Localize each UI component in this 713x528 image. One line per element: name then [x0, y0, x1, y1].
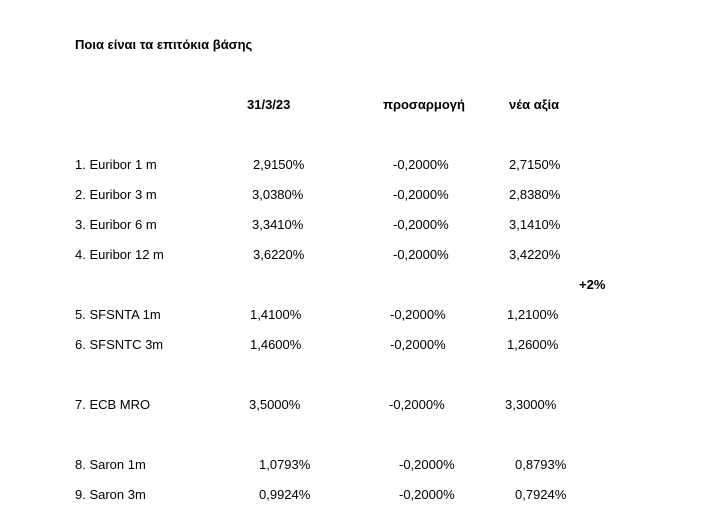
- rate-base: 1,4100%: [250, 307, 302, 322]
- rate-base: 1,4600%: [250, 337, 302, 352]
- rate-new-value: 3,1410%: [509, 217, 561, 232]
- column-header-date: 31/3/23: [247, 97, 291, 112]
- rate-name: 2. Euribor 3 m: [75, 187, 157, 202]
- rate-base: 3,0380%: [252, 187, 304, 202]
- rate-adjustment: -0,2000%: [393, 217, 449, 232]
- page-title: Ποια είναι τα επιτόκια βάσης: [75, 37, 253, 52]
- rate-new-value: 3,4220%: [509, 247, 561, 262]
- rate-base: 1,0793%: [259, 457, 311, 472]
- rate-name: 3. Euribor 6 m: [75, 217, 157, 232]
- rate-name: 7. ECB MRO: [75, 397, 151, 412]
- rate-adjustment: -0,2000%: [393, 247, 449, 262]
- column-header-adjustment: προσαρμογή: [383, 97, 465, 112]
- rate-name: 9. Saron 3m: [75, 487, 146, 502]
- rate-new-value: 1,2600%: [507, 337, 559, 352]
- rate-name: 6. SFSNTC 3m: [75, 337, 164, 352]
- rate-base: 3,3410%: [252, 217, 304, 232]
- rate-new-value: 1,2100%: [507, 307, 559, 322]
- rate-new-value: 2,8380%: [509, 187, 561, 202]
- rate-adjustment: -0,2000%: [393, 157, 449, 172]
- rate-base: 3,6220%: [253, 247, 305, 262]
- rate-adjustment: -0,2000%: [390, 337, 446, 352]
- rate-name: 8. Saron 1m: [75, 457, 146, 472]
- rate-new-value: 0,7924%: [515, 487, 567, 502]
- rate-adjustment: -0,2000%: [393, 187, 449, 202]
- rate-new-value: 0,8793%: [515, 457, 567, 472]
- rate-new-value: 2,7150%: [509, 157, 561, 172]
- rate-base: 2,9150%: [253, 157, 305, 172]
- rate-adjustment: -0,2000%: [399, 457, 455, 472]
- rate-adjustment: -0,2000%: [390, 307, 446, 322]
- rate-base: 3,5000%: [249, 397, 301, 412]
- rate-adjustment: -0,2000%: [399, 487, 455, 502]
- rate-base: 0,9924%: [259, 487, 311, 502]
- rate-name: 1. Euribor 1 m: [75, 157, 157, 172]
- rate-adjustment: -0,2000%: [389, 397, 445, 412]
- column-header-new-value: νέα αξία: [509, 97, 560, 112]
- note-plus-two-percent: +2%: [579, 277, 606, 292]
- rate-name: 5. SFSNTA 1m: [75, 307, 161, 322]
- rate-name: 4. Euribor 12 m: [75, 247, 164, 262]
- rate-new-value: 3,3000%: [505, 397, 557, 412]
